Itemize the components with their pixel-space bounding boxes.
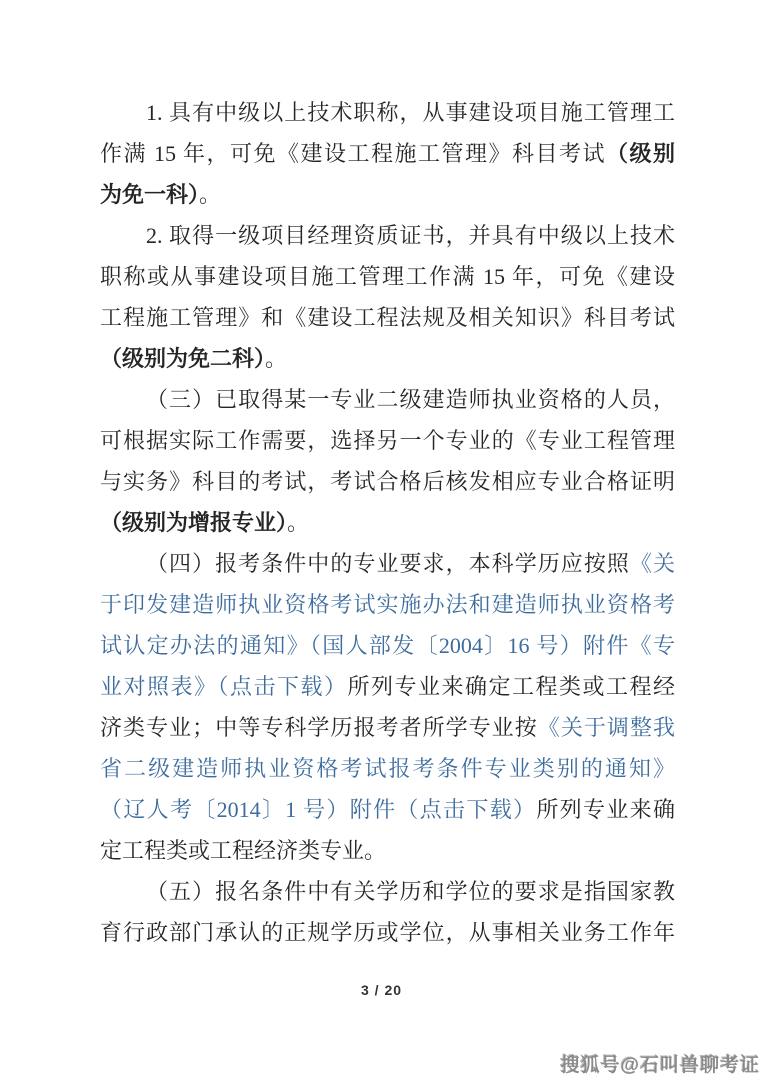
bold-text: 为免一科）: [100, 182, 200, 207]
paragraph: [100, 871, 675, 953]
doc-link[interactable]: 于印发建造师执业资格考试实施办法和建造师执业资格考: [100, 592, 675, 617]
text-line: [100, 543, 675, 584]
doc-link[interactable]: 试认定办法的通知》（国人部发〔2004〕16 号）附件《专: [100, 633, 675, 658]
doc-link[interactable]: 业对照表》（点击下载）: [100, 674, 348, 699]
text-line: [100, 338, 675, 379]
text-line: [100, 707, 675, 748]
text-line: [100, 789, 675, 830]
body-text: 定工程类或工程经济类专业。: [100, 838, 387, 863]
text-line: [100, 748, 675, 789]
text-line: [100, 912, 675, 953]
body-text: 育行政部门承认的正规学历或学位，从事相关业务工作年: [100, 920, 675, 945]
text-line: [100, 420, 675, 461]
body-text: 与实务》科目的考试，考试合格后核发相应专业合格证明: [100, 469, 675, 494]
body-text: （五）报名条件中有关学历和学位的要求是指国家教: [146, 879, 675, 904]
text-line: [100, 174, 675, 215]
body-text: 。: [199, 182, 222, 207]
bold-text: （级别: [605, 141, 675, 166]
text-line: [100, 584, 675, 625]
body-text: （三）已取得某一专业二级建造师执业资格的人员，: [146, 387, 675, 412]
body-text: 2. 取得一级项目经理资质证书，并具有中级以上技术: [146, 223, 675, 248]
watermark-sohu: 搜狐号@石叫兽聊考证: [560, 1055, 760, 1076]
body-text: 1. 具有中级以上技术职称，从事建设项目施工管理工: [146, 100, 675, 125]
body-text: 可根据实际工作需要，选择另一个专业的《专业工程管理: [100, 428, 675, 453]
body-text: 所列专业来确定工程类或工程经: [347, 674, 675, 699]
text-line: [100, 379, 675, 420]
text-line: [100, 666, 675, 707]
body-text: 。: [265, 346, 288, 371]
body-text: 所列专业来确: [536, 797, 675, 822]
body-text: 济类专业；中等专科学历报考者所学专业按: [100, 715, 538, 740]
doc-link[interactable]: 省二级建造师执业资格考试报考条件专业类别的通知》: [100, 756, 675, 781]
doc-link[interactable]: 《关: [629, 551, 675, 576]
text-line: [100, 502, 675, 543]
paragraph: [100, 543, 675, 871]
paragraph: [100, 92, 675, 215]
body-text: 工程施工管理》和《建设工程法规及相关知识》科目考试: [100, 305, 675, 330]
document-body: [100, 92, 675, 953]
text-line: [100, 461, 675, 502]
paragraph: [100, 215, 675, 379]
paragraph: [100, 379, 675, 543]
body-text: 职称或从事建设项目施工管理工作满 15 年，可免《建设: [100, 264, 675, 289]
text-line: [100, 256, 675, 297]
body-text: 。: [287, 510, 310, 535]
text-line: [100, 297, 675, 338]
doc-link[interactable]: 《关于调整我: [537, 715, 675, 740]
text-line: [100, 625, 675, 666]
text-line: [100, 215, 675, 256]
text-line: [100, 133, 675, 174]
text-line: [100, 830, 675, 871]
body-text: （四）报考条件中的专业要求，本科学历应按照: [146, 551, 630, 576]
bold-text: （级别为增报专业）: [100, 510, 288, 535]
body-text: 作满 15 年，可免《建设工程施工管理》科目考试: [100, 141, 606, 166]
text-line: [100, 871, 675, 912]
bold-text: （级别为免二科）: [100, 346, 266, 371]
page-number: 3 / 20: [360, 982, 403, 998]
text-line: [100, 92, 675, 133]
doc-link[interactable]: （辽人考〔2014〕1 号）附件（点击下载）: [100, 797, 537, 822]
